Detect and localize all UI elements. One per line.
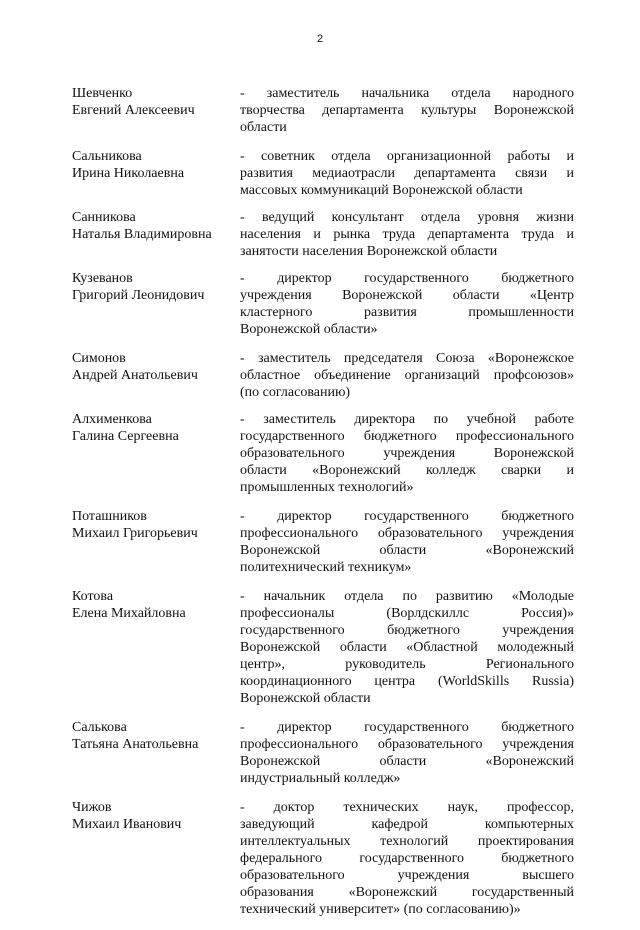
member-entry <box>72 350 574 401</box>
position-line: федерального государственного бюджетного <box>240 851 574 866</box>
member-surname: Шевченко <box>72 86 133 101</box>
member-position <box>240 588 574 707</box>
member-given-names: Татьяна Анатольевна <box>72 737 199 752</box>
position-line: промышленных технологий» <box>240 480 414 495</box>
position-line: - советник отдела организационной работы и <box>240 149 574 164</box>
member-entry <box>72 85 574 136</box>
member-entry <box>72 209 574 260</box>
position-line: образовательного учреждения Воронежской <box>240 446 574 461</box>
position-line: - заместитель директора по учебной работе <box>240 412 574 427</box>
member-position <box>240 508 574 576</box>
position-line: развития медиаотрасли департамента связи и <box>240 166 574 181</box>
page-number: 2 <box>316 33 324 45</box>
members-list <box>72 85 574 930</box>
position-line: кластерного развития промышленности <box>240 305 574 320</box>
position-line: - директор государственного бюджетного <box>240 271 574 286</box>
member-name <box>72 588 240 707</box>
position-line: интеллектуальных технологий проектирования <box>240 834 574 849</box>
position-line: технический университет» (по согласованию)» <box>240 902 521 917</box>
position-line: государственного бюджетного учреждения <box>240 623 574 638</box>
position-line: области <box>240 120 287 135</box>
member-given-names: Андрей Анатольевич <box>72 368 198 383</box>
member-given-names: Михаил Григорьевич <box>72 526 198 541</box>
position-line: - заместитель начальника отдела народного <box>240 86 574 101</box>
member-position <box>240 350 574 401</box>
position-line: занятости населения Воронежской области <box>240 244 498 259</box>
member-surname: Кузеванов <box>72 271 133 286</box>
position-line: профессионалы (Ворлдскиллс Россия)» <box>240 606 574 621</box>
member-surname: Салькова <box>72 720 127 735</box>
member-given-names: Евгений Алексеевич <box>72 103 195 118</box>
member-given-names: Галина Сергеевна <box>72 429 179 444</box>
position-line: Воронежской области «Воронежский <box>240 543 574 558</box>
member-position <box>240 85 574 136</box>
member-surname: Алхименкова <box>72 412 152 427</box>
member-entry <box>72 719 574 787</box>
position-line: образовательного учреждения высшего <box>240 868 574 883</box>
position-line: образования «Воронежский государственный <box>240 885 574 900</box>
position-line: Воронежской области «Областной молодежный <box>240 640 574 655</box>
member-name <box>72 411 240 496</box>
position-line: центр», руководитель Регионального <box>240 657 574 672</box>
member-surname: Чижов <box>72 800 112 815</box>
member-name <box>72 270 240 338</box>
member-entry <box>72 508 574 576</box>
position-line: Воронежской области» <box>240 322 378 337</box>
member-name <box>72 799 240 918</box>
member-given-names: Елена Михайловна <box>72 606 186 621</box>
position-line: массовых коммуникаций Воронежской области <box>240 183 523 198</box>
position-line: - заместитель председателя Союза «Воронежское <box>240 351 574 366</box>
position-line: населения и рынка труда департамента труда и <box>240 227 574 242</box>
position-line: (по согласованию) <box>240 385 351 400</box>
member-position <box>240 411 574 496</box>
member-position <box>240 799 574 918</box>
position-line: - директор государственного бюджетного <box>240 720 574 735</box>
member-position <box>240 270 574 338</box>
member-name <box>72 209 240 260</box>
member-given-names: Михаил Иванович <box>72 817 182 832</box>
position-line: областное объединение организаций профсоюзов» <box>240 368 574 383</box>
position-line: заведующий кафедрой компьютерных <box>240 817 574 832</box>
member-name <box>72 148 240 199</box>
position-line: профессионального образовательного учреждения <box>240 737 574 752</box>
position-line: индустриальный колледж» <box>240 771 401 786</box>
member-name <box>72 350 240 401</box>
member-entry <box>72 799 574 918</box>
position-line: - доктор технических наук, профессор, <box>240 800 574 815</box>
member-entry <box>72 148 574 199</box>
position-line: учреждения Воронежской области «Центр <box>240 288 574 303</box>
member-surname: Санникова <box>72 210 136 225</box>
position-line: - начальник отдела по развитию «Молодые <box>240 589 574 604</box>
member-position <box>240 719 574 787</box>
member-position <box>240 148 574 199</box>
member-given-names: Наталья Владимировна <box>72 227 212 242</box>
member-name <box>72 85 240 136</box>
position-line: - ведущий консультант отдела уровня жизни <box>240 210 574 225</box>
member-surname: Котова <box>72 589 114 604</box>
position-line: - директор государственного бюджетного <box>240 509 574 524</box>
member-position <box>240 209 574 260</box>
position-line: творчества департамента культуры Воронежской <box>240 103 574 118</box>
position-line: области «Воронежский колледж сварки и <box>240 463 574 478</box>
member-entry <box>72 588 574 707</box>
member-surname: Поташников <box>72 509 147 524</box>
position-line: государственного бюджетного профессионального <box>240 429 574 444</box>
position-line: политехнический техникум» <box>240 560 412 575</box>
member-name <box>72 719 240 787</box>
member-given-names: Ирина Николаевна <box>72 166 185 181</box>
position-line: Воронежской области «Воронежский <box>240 754 574 769</box>
member-surname: Сальникова <box>72 149 142 164</box>
member-given-names: Григорий Леонидович <box>72 288 205 303</box>
position-line: Воронежской области <box>240 691 371 706</box>
position-line: координационного центра (WorldSkills Russia) <box>240 674 574 689</box>
member-entry <box>72 411 574 496</box>
member-entry <box>72 270 574 338</box>
member-name <box>72 508 240 576</box>
position-line: профессионального образовательного учреждения <box>240 526 574 541</box>
member-surname: Симонов <box>72 351 126 366</box>
